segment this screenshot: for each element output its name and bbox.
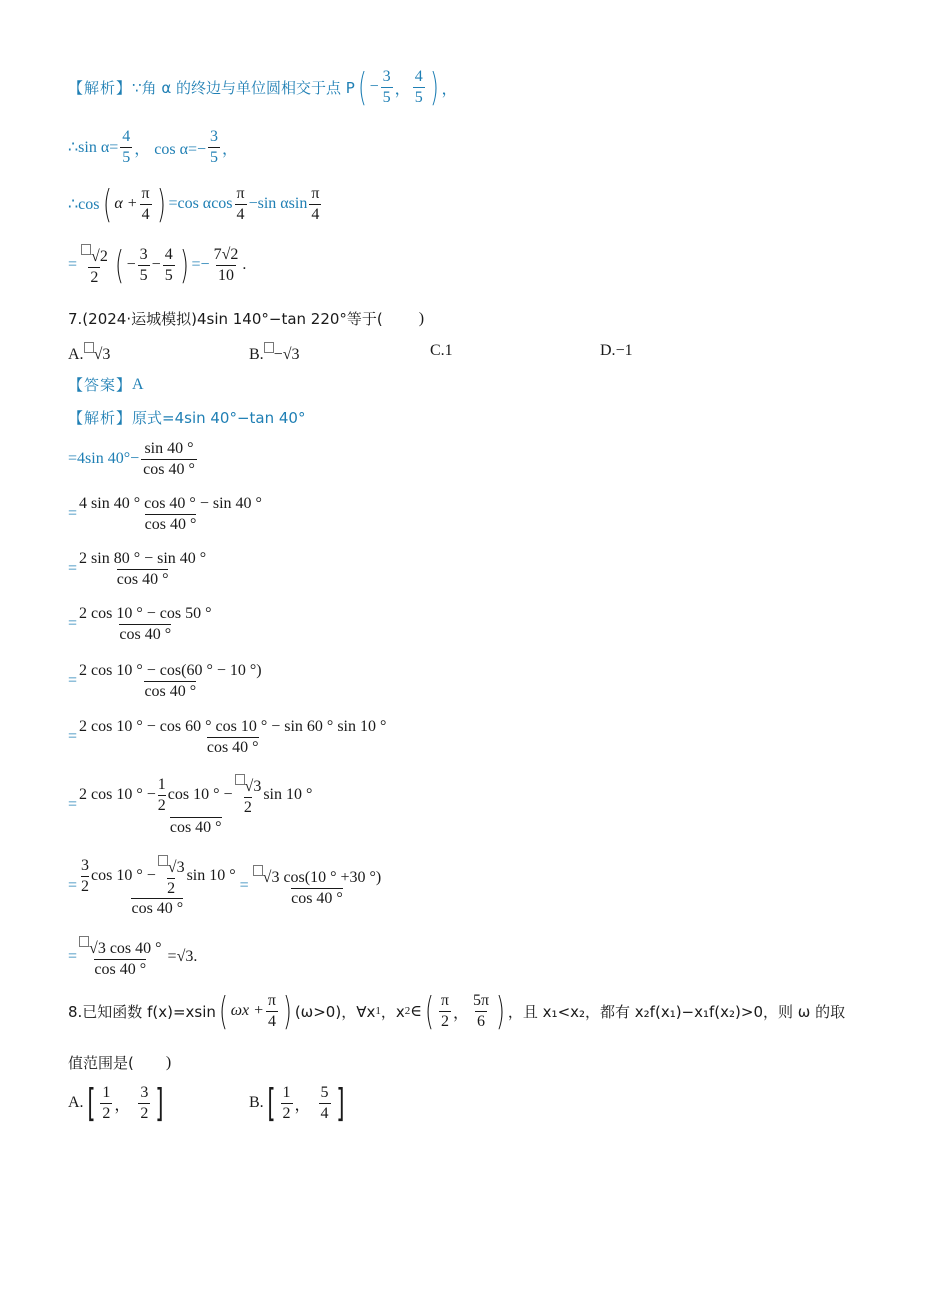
fraction: $\frac{\pi}{4}$ [141, 185, 150, 223]
missing-glyph-icon [253, 865, 263, 876]
fraction: $\frac{2 \sin 80 ^\circ - \sin 40 ^\circ}{\cos 40 ^\circ}$ [79, 550, 207, 588]
fraction: $\frac{3}{5}$ [382, 68, 391, 106]
missing-glyph-icon [79, 936, 89, 947]
fraction: $\frac{2 \cos 10 ^\circ - \cos(60 ^\circ - 10 ^\circ)}{\cos 40 ^\circ}$ [79, 662, 262, 700]
fraction: $\frac{4}{5}$ [122, 128, 131, 166]
fraction: $\frac{\pi}{4}$ [236, 185, 245, 223]
question7-option-b[interactable]: B. −√3 [249, 342, 299, 364]
missing-glyph-icon [81, 244, 91, 255]
question7-analysis: 【解析】 原式=4sin 40°−tan 40° [68, 409, 306, 427]
step-6: = $\frac{2 \cos 10 ^\circ - \cos 60 ^\circ \cos 10 ^\circ - \sin 60 ^\circ \sin 10 ^\circ}{\cos 40 ^\circ}$ [68, 718, 387, 756]
solution6-text: ∵角 α 的终边与单位圆相交于点 P [132, 78, 355, 97]
fraction: $\frac{2 \cos 10 ^\circ - \cos 50 ^\circ}{\cos 40 ^\circ}$ [79, 605, 212, 643]
fraction: $\frac{4}{5}$ [414, 68, 423, 106]
step-3: = $\frac{2 \sin 80 ^\circ - \sin 40 ^\circ}{\cos 40 ^\circ}$ [68, 550, 207, 588]
step-8: = $\frac{3}{2}$ cos 10 ° − $\frac{√3}{2}$ sin 10 ° cos 40 ° = $\frac{√3 \cos(10 ^\circ +30 ^\circ)}{\cos 40 ^\circ}$ [68, 857, 382, 918]
fraction: $\frac{√3 \cos 40 ^\circ}{\cos 40 ^\circ}$ [79, 936, 162, 978]
solution6-line1: 【解析】 ∵角 α 的终边与单位圆相交于点 P ( − $\frac{3}{5}$ ， $\frac{4}{5}$ ) ， [68, 65, 458, 110]
fraction: $\frac{\pi}{4}$ [267, 992, 276, 1030]
question8-option-b[interactable]: B. [ $\frac{1}{2}$ ， $\frac{5}{4}$ ] [249, 1081, 345, 1126]
question7-option-a[interactable]: A. √3 [68, 342, 110, 364]
fraction: $\frac{3}{2}$ cos 10 ° − $\frac{√3}{2}$ sin 10 ° cos 40 ° [81, 857, 236, 918]
fraction: $\frac{3}{5}$ [210, 128, 219, 166]
solution6-line3: ∴cos ( α + $\frac{\pi}{4}$ ) =cos αcos $\frac{\pi}{4}$ −sin αsin $\frac{\pi}{4}$ [68, 182, 320, 227]
step-9: = $\frac{√3 \cos 40 ^\circ}{\cos 40 ^\circ}$ =√3. [68, 936, 197, 978]
question7-option-d[interactable]: D.−1 [600, 342, 633, 359]
step-2: = $\frac{4 \sin 40 ^\circ \cos 40 ^\circ - \sin 40 ^\circ}{\cos 40 ^\circ}$ [68, 495, 262, 533]
missing-glyph-icon [264, 342, 274, 353]
fraction: 2 cos 10 ° − $\frac{1}{2}$ cos 10 ° − $\frac{√3}{2}$ sin 10 ° cos 40 ° [79, 776, 313, 837]
missing-glyph-icon [84, 342, 94, 353]
question8-option-a[interactable]: A. [ $\frac{1}{2}$ ， $\frac{3}{2}$ ] [68, 1081, 164, 1126]
question8-stem-line2: 值范围是( ) [68, 1053, 172, 1072]
solution6-line4: = $\frac{√2}{2}$ ( − $\frac{3}{5}$ − $\frac{4}{5}$ ) =− $\frac{7√2}{10}$ . [68, 243, 247, 288]
fraction: $\frac{3}{5}$ [139, 246, 148, 284]
missing-glyph-icon [235, 774, 245, 785]
question8-stem: 8.已知函数 f(x)=xsin ( ωx + $\frac{\pi}{4}$ ) (ω>0)，∀x 1 ，x 2 ∈ ( $\frac{\pi}{2}$ ， $\frac{5\pi}{6}$ ) ，且 x₁<x₂，都有 x₂f(x₁)−x₁f(x₂)>0，则 ω 的取 [68, 989, 846, 1034]
fraction: $\frac{4 \sin 40 ^\circ \cos 40 ^\circ - \sin 40 ^\circ}{\cos 40 ^\circ}$ [79, 495, 262, 533]
fraction: $\frac{7√2}{10}$ [213, 246, 239, 284]
fraction: $\frac{√3 \cos(10 ^\circ +30 ^\circ)}{\cos 40 ^\circ}$ [253, 865, 382, 907]
fraction: $\frac{\pi}{4}$ [311, 185, 320, 223]
fraction: $\frac{\pi}{2}$ [440, 992, 449, 1030]
fraction: $\frac{4}{5}$ [164, 246, 173, 284]
fraction: $\frac{1}{2}$ [282, 1084, 291, 1122]
fraction: $\frac{5}{4}$ [320, 1084, 329, 1122]
fraction: $\frac{1}{2}$ [102, 1084, 111, 1122]
fraction: $\frac{3}{2}$ [140, 1084, 149, 1122]
step-5: = $\frac{2 \cos 10 ^\circ - \cos(60 ^\circ - 10 ^\circ)}{\cos 40 ^\circ}$ [68, 662, 262, 700]
analysis-label: 【解析】 [68, 78, 133, 97]
fraction: $\frac{\sin 40 ^\circ}{\cos 40 ^\circ}$ [143, 440, 195, 478]
step-1: =4sin 40°− $\frac{\sin 40 ^\circ}{\cos 40 ^\circ}$ [68, 440, 195, 478]
question7-answer: 【答案】 A [68, 375, 144, 394]
fraction: $\frac{2 \cos 10 ^\circ - \cos 60 ^\circ \cos 10 ^\circ - \sin 60 ^\circ \sin 10 ^\circ}{\cos 40 ^\circ}$ [79, 718, 387, 756]
step-4: = $\frac{2 \cos 10 ^\circ - \cos 50 ^\circ}{\cos 40 ^\circ}$ [68, 605, 212, 643]
question7-stem: 7.(2024·运城模拟)4sin 140°−tan 220°等于( ) [68, 309, 425, 328]
fraction: $\frac{√2}{2}$ [79, 244, 110, 286]
step-7: = 2 cos 10 ° − $\frac{1}{2}$ cos 10 ° − $\frac{√3}{2}$ sin 10 ° cos 40 ° [68, 776, 313, 837]
missing-glyph-icon [158, 855, 168, 866]
fraction: $\frac{5\pi}{6}$ [473, 992, 490, 1030]
question7-option-c[interactable]: C.1 [430, 342, 453, 359]
solution6-line2: ∴sin α= $\frac{4}{5}$ ， cos α=− $\frac{3}{5}$ ， [68, 128, 239, 166]
